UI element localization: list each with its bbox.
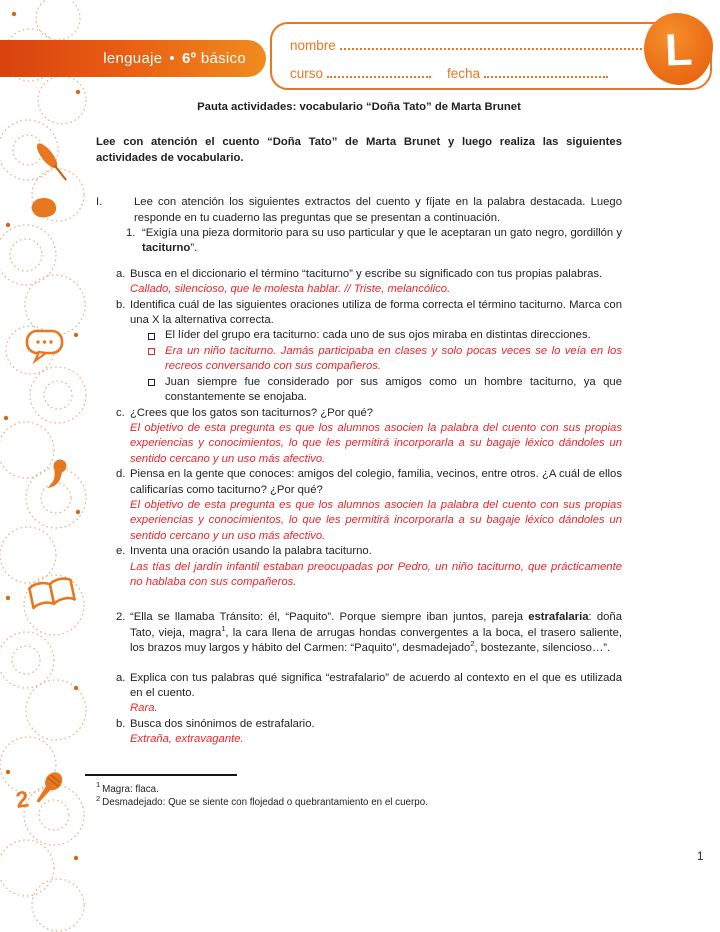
section-I	[96, 195, 622, 226]
question-1c-letter: c.	[116, 406, 125, 419]
name-write-line	[340, 47, 694, 50]
highlighted-word: taciturno	[142, 242, 191, 255]
footnote-1: $^1$ Magra: flaca.	[96, 780, 159, 795]
band-level: 6º básico	[181, 50, 246, 67]
question-2a-letter: a.	[116, 671, 126, 684]
question-2a	[116, 671, 622, 717]
course-date-row	[290, 61, 694, 81]
highlighted-word: estrafalaria	[528, 611, 589, 624]
answer-1e: Las tías del jardín infantil estaban preocupadas por Pedro, un niño taciturno, que prácticamente no hablaba con sus compañeros.	[130, 560, 622, 588]
extract-2	[116, 610, 622, 656]
question-1e	[116, 544, 622, 590]
answer-2b: Extraña, extravagante.	[130, 733, 244, 746]
question-1e-letter: e.	[116, 545, 126, 558]
option-3	[148, 375, 622, 406]
extract-1-number: 1.	[126, 227, 136, 240]
question-1d-text: Piensa en la gente que conoces: amigos del colegio, familia, vecinos, entre otros. ¿A cuál de ellos calificarías como taciturno? ¿Por qué?	[130, 468, 622, 496]
question-2a-text: Explica con tus palabras qué significa “estrafalario” de acuerdo al contexto en el que es utilizada en el cuento.	[130, 671, 622, 699]
checkbox-square-icon	[148, 333, 155, 340]
name-row	[290, 33, 694, 53]
document-body	[96, 100, 622, 810]
band-subject: lenguaje	[103, 50, 163, 67]
course-write-line	[327, 75, 431, 78]
feather-icon	[34, 140, 71, 183]
answer-1a: Callado, silencioso, que le molesta hablar. // Triste, melancólico.	[130, 283, 451, 296]
question-1e-text: Inventa una oración usando la palabra taciturno.	[130, 545, 372, 558]
question-1c	[116, 406, 622, 468]
question-2b-text: Busca dos sinónimos de estrafalario.	[130, 717, 315, 730]
spiral-dots	[4, 12, 80, 860]
footnote-separator	[85, 774, 237, 776]
footnote-ref-1: 1	[221, 624, 226, 634]
course-label: curso	[290, 66, 324, 81]
decor-number: 2	[14, 785, 31, 813]
speech-bubble-icon	[27, 331, 62, 361]
option-2-correct	[148, 344, 622, 375]
checkbox-square-icon	[148, 379, 155, 386]
option-2-text: Era un niño taciturno. Jamás participaba en clases y solo pocas veces se lo veía en los recreos conversando con sus compañeros.	[165, 344, 622, 373]
book-icon	[29, 577, 75, 608]
question-2b-letter: b.	[116, 717, 126, 730]
checkbox-square-icon	[148, 348, 155, 355]
extract-2-quote: “Ella se llamaba Tránsito: él, “Paquito”. Porque siempre iban juntos, pareja estrafalaria: doña Tato, vieja, magra$^1$, la cara llena de arrugas hondas convergentes a la boca, el trasero saliente, los brazos muy largos y hábito del Carmen: “Paquito”, desmadejado$^2$, bostezante, silencioso…”.	[130, 611, 622, 655]
option-1	[148, 328, 622, 343]
question-1a-text: Busca en el diccionario el término “taciturno” y escribe su significado con tus propias palabras.	[130, 267, 603, 280]
band-separator: •	[169, 50, 175, 67]
answer-1d: El objetivo de esta pregunta es que los alumnos asocien la palabra del cuento con sus propias experiencias y conocimientos, lo que les permitirá incorporarla a su bagaje léxico dándoles un sentido cercano y un uso más afectivo.	[130, 498, 622, 542]
question-1b-text: Identifica cuál de las siguientes oraciones utiliza de forma correcta el término taciturno. Marca con una X la alternativa correcta.	[130, 298, 622, 327]
subject-band	[0, 40, 266, 77]
extract-2-number: 2.	[116, 611, 126, 624]
footnote-2: $^2$ Desmadejado: Que se siente con flojedad o quebrantamiento en el cuerpo.	[96, 793, 428, 809]
footnote-ref-2: 2	[470, 639, 475, 649]
decorative-spiral-strip	[0, 0, 88, 932]
option-3-text: Juan siempre fue considerado por sus amigos como un hombre taciturno, ya que constantemente se enojaba.	[165, 375, 622, 404]
question-1b	[116, 298, 622, 329]
question-2b	[116, 717, 622, 748]
inkwell-icon	[32, 198, 57, 217]
intro-paragraph: Lee con atención el cuento “Doña Tato” de Marta Brunet y luego realiza las siguientes actividades de vocabulario.	[96, 136, 622, 164]
logo-letter: L	[663, 23, 694, 75]
page-number: 1	[697, 851, 704, 863]
section-I-numeral: I.	[96, 196, 103, 209]
question-1d-letter: d.	[116, 468, 126, 481]
question-1c-text: ¿Crees que los gatos son taciturnos? ¿Por qué?	[130, 406, 374, 419]
question-1a	[116, 267, 622, 298]
question-1a-letter: a.	[116, 267, 126, 280]
option-1-text: El líder del grupo era taciturno: cada uno de sus ojos miraba en distintas direcciones.	[165, 329, 591, 342]
date-write-line	[484, 75, 608, 78]
extract-1-quote: “Exigía una pieza dormitorio para su uso particular y que le aceptaran un gato negro, gordillón y taciturno”.	[142, 227, 622, 255]
answer-2a: Rara.	[130, 702, 158, 715]
date-label: fecha	[447, 66, 481, 81]
lenguaje-logo	[644, 13, 713, 85]
section-I-instruction: Lee con atención los siguientes extractos del cuento y fíjate en la palabra destacada. Luego responde en tu cuaderno las preguntas que se presentan a continuación.	[134, 196, 622, 224]
question-1d	[116, 467, 622, 544]
name-label: nombre	[290, 38, 336, 53]
answer-1c: El objetivo de esta pregunta es que los alumnos asocien la palabra del cuento con sus propias experiencias y conocimientos, lo que les permitirá incorporarla a su bagaje léxico dándoles un sentido cercano y un uso más afectivo.	[130, 421, 622, 465]
page-title: Pauta actividades: vocabulario “Doña Tato” de Marta Brunet	[197, 101, 521, 113]
question-1b-letter: b.	[116, 298, 126, 311]
extract-1	[126, 226, 622, 257]
